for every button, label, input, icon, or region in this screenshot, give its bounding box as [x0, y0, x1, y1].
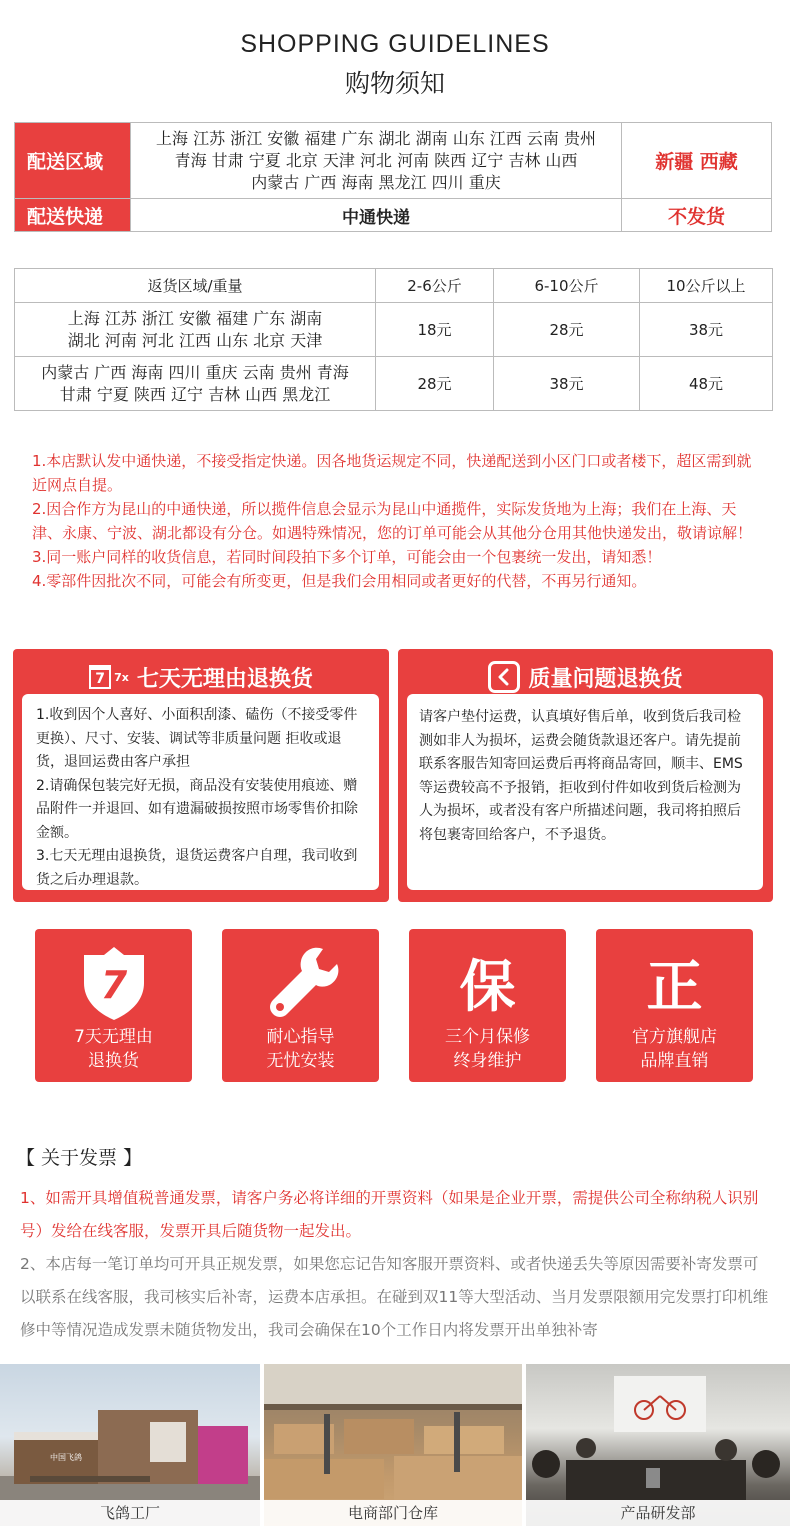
- delivery-areas: [131, 123, 622, 199]
- warranty-char-icon: 保: [459, 955, 516, 1020]
- card-title: 质量问题退换货: [528, 666, 683, 692]
- photo-factory: [0, 1364, 260, 1526]
- policy-item: 1.收到因个人喜好、小面积刮漆、磕伤（不接受零件更换）、尺寸、安装、调试等非质量问题 拒收或退货，退回运费由客户承担: [36, 707, 358, 770]
- table-cell-price: 18元: [376, 303, 494, 357]
- table-cell-region: [15, 303, 376, 357]
- shipping-notes: [32, 449, 762, 593]
- region-line: 内蒙古 广西 海南 四川 重庆 云南 贵州 青海: [41, 362, 349, 382]
- service-box-return: [35, 929, 192, 1082]
- delivery-areas-line: 青海 甘肃 宁夏 北京 天津 河北 河南 陕西 辽宁 吉林 山西: [174, 150, 578, 170]
- table-cell-price: 38元: [494, 357, 640, 411]
- table-cell-price: 48元: [640, 357, 773, 411]
- svg-text:中国飞鸽: 中国飞鸽: [50, 1453, 82, 1462]
- region-line: 上海 江苏 浙江 安徽 福建 广东 湖南: [67, 308, 323, 328]
- photo-caption: 电商部门仓库: [264, 1500, 522, 1526]
- service-line: 耐心指导: [266, 1027, 335, 1047]
- note-item: 2.因合作方为昆山的中通快递，所以揽件信息会显示为昆山中通揽件，实际发货地为上海；我们在上海、天津、永康、宁波、湖北都设有分仓。如遇特殊情况，您的订单可能会从其他分仓用其他快递发出，敬请谅解！: [32, 500, 753, 542]
- excluded-note: 不发货: [622, 199, 772, 232]
- table-row: [15, 357, 773, 411]
- wrench-icon: [222, 943, 379, 1023]
- card-body: [407, 694, 763, 890]
- invoice-note-1: 1、如需开具增值税普通发票，请客户务必将详细的开票资料（如果是企业开票，需提供公司全称纳税人识别号）发给在线客服，发票开具后随货物一起发出。: [20, 1189, 759, 1240]
- genuine-char-icon: 正: [646, 955, 703, 1020]
- delivery-area-label: 配送区域: [15, 123, 131, 199]
- service-line: 7天无理由: [74, 1027, 153, 1047]
- svg-text:7: 7: [100, 963, 127, 1007]
- photo-warehouse: [264, 1364, 522, 1526]
- delivery-table: [14, 122, 772, 232]
- courier-name: 中通快递: [131, 199, 622, 232]
- card-body: [22, 694, 379, 890]
- quality-return-card: [398, 649, 773, 902]
- photo-caption: 产品研发部: [526, 1500, 790, 1526]
- shield-7-icon: [35, 943, 192, 1023]
- service-line: 三个月保修: [445, 1027, 530, 1047]
- region-line: 甘肃 宁夏 陕西 辽宁 吉林 山西 黑龙江: [59, 384, 331, 404]
- calendar-7-icon: 7 7x: [89, 665, 129, 689]
- region-line: 湖北 河南 河北 江西 山东 北京 天津: [67, 330, 323, 350]
- note-item: 4.零部件因批次不同，可能会有所变更，但是我们会用相同或者更好的代替，不再另行通知。: [32, 572, 647, 590]
- invoice-note-2: 2、本店每一笔订单均可开具正规发票，如果您忘记告知客服开票资料、或者快递丢失等原因需要补寄发票可以联系在线客服，我司核实后补寄，运费本店承担。在碰到双11等大型活动、当月发票限额用完发票打印机维修中等情况造成发票未随货物发出，我司会确保在10个工作日内将发票开出单独补寄: [20, 1255, 769, 1339]
- table-header: 6-10公斤: [494, 269, 640, 303]
- table-header: 2-6公斤: [376, 269, 494, 303]
- table-header: 返货区域/重量: [15, 269, 376, 303]
- table-header: 10公斤以上: [640, 269, 773, 303]
- policy-item: 2.请确保包装完好无损，商品没有安装使用痕迹、赠品附件一并退回、如有遗漏破损按照市场零售价扣除金额。: [36, 777, 358, 841]
- invoice-title: 【 关于发票 】: [16, 1147, 143, 1169]
- card-header: [398, 657, 773, 697]
- service-line: 无忧安装: [266, 1051, 335, 1071]
- page-title-cn: 购物须知: [344, 69, 445, 98]
- table-cell-price: 28元: [376, 357, 494, 411]
- table-cell-price: 28元: [494, 303, 640, 357]
- service-line: 退换货: [88, 1051, 139, 1071]
- delivery-areas-line: 内蒙古 广西 海南 黑龙江 四川 重庆: [251, 172, 501, 192]
- seven-day-return-card: [13, 649, 389, 902]
- table-cell-price: 38元: [640, 303, 773, 357]
- service-line: 官方旗舰店: [632, 1027, 717, 1047]
- return-fee-table: [14, 268, 773, 411]
- photo-caption: 飞鸽工厂: [0, 1500, 260, 1526]
- service-line: 终身维护: [453, 1051, 522, 1071]
- policy-item: 3.七天无理由退换货，退货运费客户自理，我司收到货之后办理退款。: [36, 848, 358, 888]
- card-title: 七天无理由退换货: [136, 666, 313, 692]
- service-box-install: [222, 929, 379, 1082]
- return-arrow-icon: [488, 661, 520, 693]
- card-header: [13, 657, 389, 697]
- courier-label: 配送快递: [15, 199, 131, 232]
- table-row: [15, 303, 773, 357]
- note-item: 3.同一账户同样的收货信息，若同时间段拍下多个订单，可能会由一个包裹统一发出，请知悉！: [32, 548, 662, 566]
- page-title-en: SHOPPING GUIDELINES: [240, 30, 550, 58]
- excluded-regions: 新疆 西藏: [622, 123, 772, 199]
- table-cell-region: [15, 357, 376, 411]
- service-box-official: [596, 929, 753, 1082]
- note-item: 1.本店默认发中通快递，不接受指定快递。因各地货运规定不同，快递配送到小区门口或者楼下，超区需到就近网点自提。: [32, 452, 752, 494]
- delivery-areas-line: 上海 江苏 浙江 安徽 福建 广东 湖北 湖南 山东 江西 云南 贵州: [156, 128, 596, 148]
- photo-rd-department: [526, 1364, 790, 1526]
- service-box-warranty: [409, 929, 566, 1082]
- service-line: 品牌直销: [640, 1051, 709, 1071]
- policy-text: 请客户垫付运费，认真填好售后单，收到货后我司检测如非人为损坏，运费会随货款退还客户。请先提前联系客服告知寄回运费后再将商品寄回，顺丰、EMS等运费较高不予报销，拒收到付件如收到货后检测为人为损坏，或者没有客户所描述问题，我司将拍照后将包裹寄回给客户，不予退货。: [419, 709, 743, 843]
